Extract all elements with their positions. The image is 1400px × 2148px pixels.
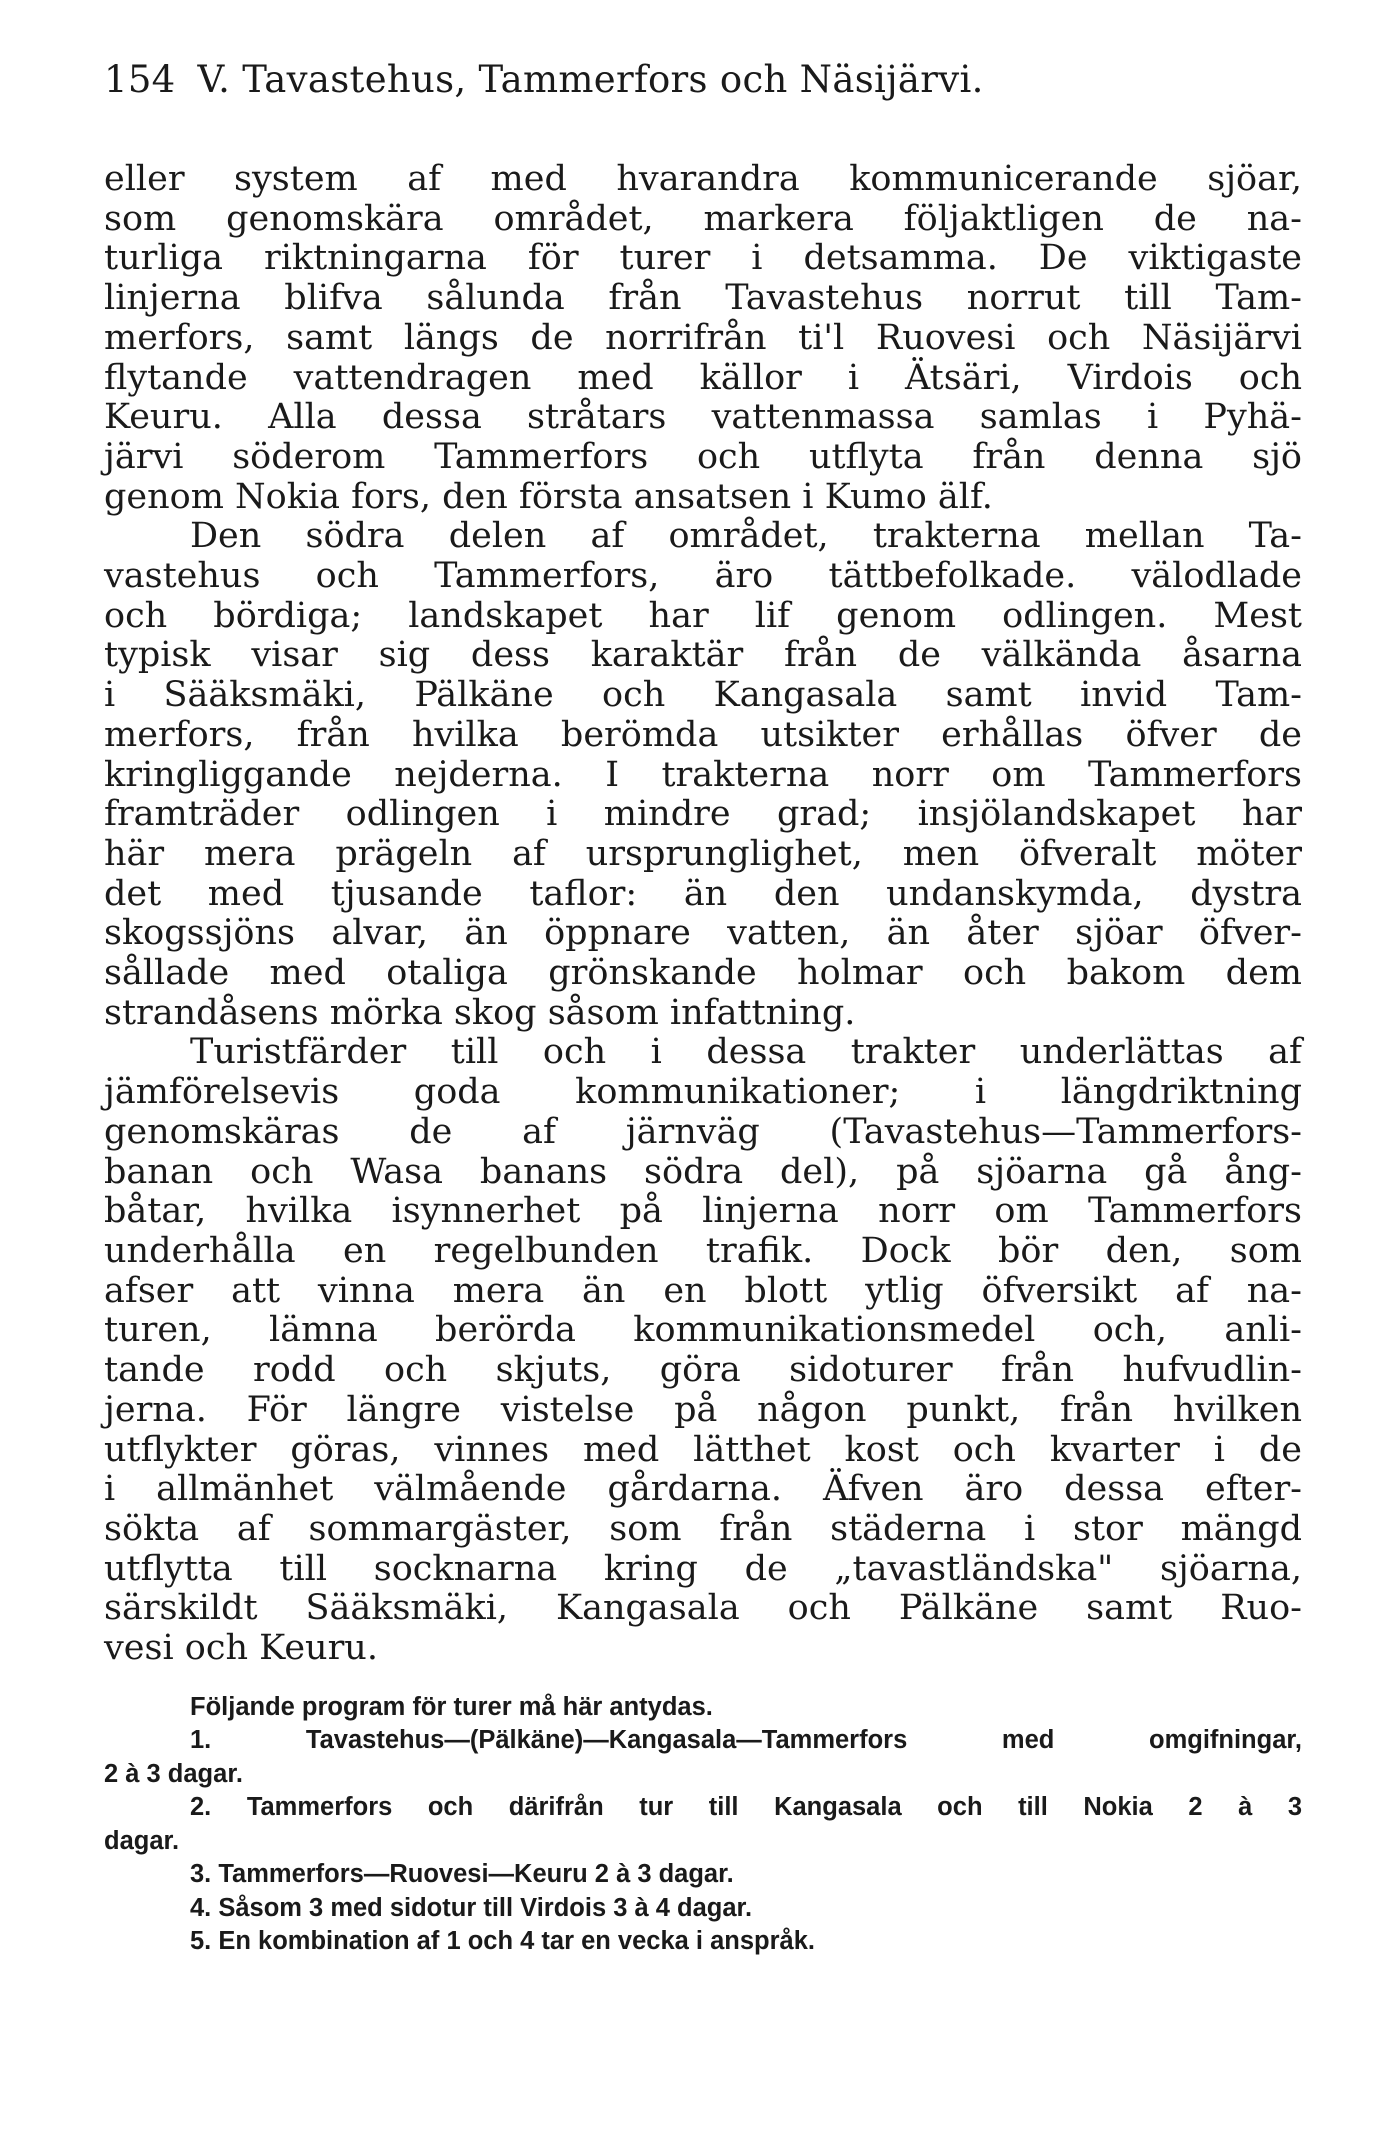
program-item-continuation: 2 à 3 dagar.	[104, 1759, 243, 1788]
text-line: turliga riktningarna för turer i detsamma. De viktigaste	[104, 238, 1302, 279]
text-line: skogssjöns alvar, än öppnare vatten, än åter sjöar öfver-	[104, 913, 1302, 954]
program-item: 4. Såsom 3 med sidotur till Virdois 3 à 4 dagar.	[190, 1893, 753, 1922]
text-line: båtar, hvilka isynnerhet på linjerna norr om Tammerfors	[104, 1191, 1302, 1232]
page-number: 154	[104, 58, 176, 101]
text-line: afser att vinna mera än en blott ytlig öfversikt af na-	[104, 1270, 1302, 1311]
text-line: i allmänhet välmående gårdarna. Äfven äro dessa efter-	[104, 1469, 1302, 1510]
text-line: järvi söderom Tammerfors och utflyta från denna sjö	[104, 436, 1302, 477]
text-line: underhålla en regelbunden trafik. Dock bör den, som	[104, 1230, 1302, 1271]
text-line: linjerna blifva sålunda från Tavastehus norrut till Tam-	[104, 278, 1302, 319]
text-line: som genomskära området, markera följaktligen de na-	[104, 198, 1302, 239]
text-line: Keuru. Alla dessa stråtars vattenmassa samlas i Pyhä-	[104, 397, 1302, 438]
text-line: vastehus och Tammerfors, äro tättbefolkade. välodlade	[104, 556, 1302, 597]
program-item: 5. En kombination af 1 och 4 tar en vecka i anspråk.	[190, 1927, 815, 1956]
text-line: framträder odlingen i mindre grad; insjölandskapet har	[104, 794, 1302, 835]
text-line: eller system af med hvarandra kommunicerande sjöar,	[104, 159, 1302, 199]
text-line: det med tjusande taflor: än den undanskymda, dystra	[104, 873, 1302, 914]
text-line: genomskäras de af järnväg (Tavastehus—Tammerfors-	[104, 1111, 1302, 1152]
text-line: sökta af sommargäster, som från städerna i stor mängd	[104, 1508, 1302, 1549]
text-line: här mera prägeln af ursprunglighet, men öfveralt möter	[104, 833, 1302, 874]
program-item: 3. Tammerfors—Ruovesi—Keuru 2 à 3 dagar.	[190, 1860, 734, 1889]
text-line: utflytta till socknarna kring de „tavastländska" sjöarna,	[104, 1548, 1302, 1589]
text-line: flytande vattendragen med källor i Ätsäri, Virdois och	[104, 357, 1302, 398]
body-text	[104, 160, 1302, 1669]
program-item-continuation: dagar.	[104, 1826, 180, 1855]
text-line: kringliggande nejderna. I trakterna norr om Tammerfors	[104, 754, 1302, 795]
text-line: genom Nokia fors, den första ansatsen i Kumo älf.	[104, 476, 993, 517]
text-line: strandåsens mörka skog såsom infattning.	[104, 992, 856, 1033]
text-line: typisk visar sig dess karaktär från de välkända åsarna	[104, 635, 1302, 676]
text-line: merfors, från hvilka berömda utsikter erhållas öfver de	[104, 714, 1302, 755]
text-line: jerna. För längre vistelse på någon punkt, från hvilken	[104, 1389, 1302, 1430]
text-line: turen, lämna berörda kommunikationsmedel och, anli-	[104, 1310, 1302, 1351]
text-line: och bördiga; landskapet har lif genom odlingen. Mest	[104, 595, 1302, 636]
running-title: V. Tavastehus, Tammerfors och Näsijärvi.	[197, 58, 984, 101]
paragraph-start-line: Den södra delen af området, trakterna mellan Ta-	[190, 516, 1302, 557]
paragraph-start-line: Turistfärder till och i dessa trakter underlättas af	[190, 1032, 1302, 1073]
text-line: vesi och Keuru.	[104, 1628, 378, 1669]
text-line: banan och Wasa banans södra del), på sjöarna gå ång-	[104, 1151, 1302, 1192]
tour-program	[104, 1691, 1302, 1959]
text-line: utflykter göras, vinnes med lätthet kost och kvarter i de	[104, 1429, 1302, 1470]
text-line: tande rodd och skjuts, göra sidoturer från hufvudlin-	[104, 1350, 1302, 1391]
text-line: i Sääksmäki, Pälkäne och Kangasala samt invid Tam-	[104, 675, 1302, 716]
text-line: särskildt Sääksmäki, Kangasala och Pälkäne samt Ruo-	[104, 1588, 1302, 1629]
program-item: 2. Tammerfors och därifrån tur till Kangasala och till Nokia 2 à 3	[190, 1793, 1302, 1822]
text-line: jämförelsevis goda kommunikationer; i längdriktning	[104, 1072, 1302, 1113]
text-line: sållade med otaliga grönskande holmar och bakom dem	[104, 953, 1302, 994]
program-item: 1. Tavastehus—(Pälkäne)—Kangasala—Tammerfors med omgifningar,	[190, 1726, 1302, 1755]
book-page	[104, 58, 1302, 1959]
program-intro: Följande program för turer må här antydas.	[190, 1692, 713, 1721]
text-line: merfors, samt längs de norrifrån ti'l Ruovesi och Näsijärvi	[104, 317, 1302, 358]
running-header	[104, 58, 1302, 102]
